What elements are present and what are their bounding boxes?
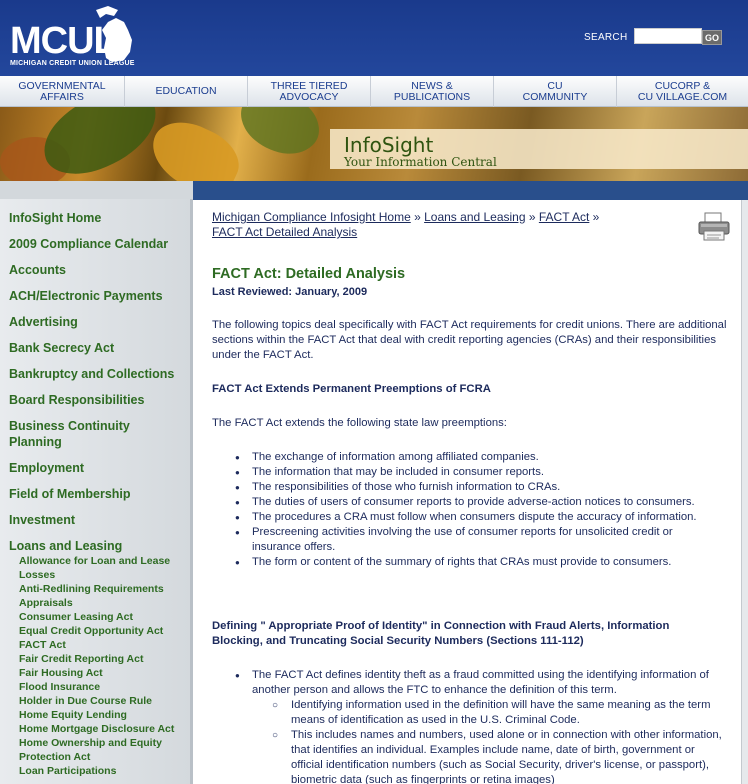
sidebar-item-loans-and-leasing[interactable]: Loans and Leasing xyxy=(9,539,123,553)
site-header xyxy=(0,0,748,76)
sidebar-item-ach[interactable]: ACH/Electronic Payments xyxy=(9,289,163,303)
list-item: ● The duties of users of consumer reports to provide adverse-action notices to consumers. xyxy=(233,495,713,510)
section-heading-preemptions: FACT Act Extends Permanent Preemptions of FCRA xyxy=(212,383,491,395)
search-input[interactable] xyxy=(634,28,702,44)
breadcrumb-link-detailed-analysis[interactable]: FACT Act Detailed Analysis xyxy=(212,225,358,239)
breadcrumb-link-fact-act[interactable]: FACT Act xyxy=(538,210,590,224)
sidebar-item-infosight-home[interactable]: InfoSight Home xyxy=(9,211,102,225)
main-content xyxy=(193,200,741,784)
banner-leaf-image xyxy=(142,111,249,181)
banner-subtitle: Your Information Central xyxy=(344,155,497,169)
sidebar-subitem-hoepa-line2[interactable]: Protection Act xyxy=(19,751,91,763)
sidebar-item-business-continuity[interactable]: Business Continuity xyxy=(9,419,130,433)
sidebar-item-bankruptcy[interactable]: Bankruptcy and Collections xyxy=(9,367,175,381)
breadcrumb-separator: » xyxy=(525,210,539,224)
last-reviewed: Last Reviewed: January, 2009 xyxy=(212,286,368,298)
list-item xyxy=(233,668,723,784)
identity-theft-list xyxy=(233,668,723,784)
search-label: SEARCH xyxy=(584,32,628,43)
breadcrumb-link-loans[interactable]: Loans and Leasing xyxy=(424,210,526,224)
sub-list-item: ○ This includes names and numbers, used alone or in connection with other information, that identifies an individual. Examples include name, date of birth, government or official identification numbers (such as Social Security, driver's license, or passport), biometric data (such as fingerprints or retina images) xyxy=(272,728,723,784)
banner-title-box xyxy=(330,129,748,169)
sidebar-subitem-loan-participations[interactable]: Loan Participations xyxy=(19,765,117,777)
nav-governmental-affairs[interactable] xyxy=(0,76,125,107)
breadcrumb xyxy=(212,210,602,240)
sidebar-item-business-continuity-line2[interactable]: Planning xyxy=(9,435,62,449)
sidebar-subitem-allowance[interactable]: Allowance for Loan and Lease xyxy=(19,555,171,567)
sidebar-subitem-fact-act[interactable]: FACT Act xyxy=(19,639,66,651)
nav-education[interactable] xyxy=(125,76,248,107)
nav-label: CUCORP & CU VILLAGE.COM xyxy=(637,79,728,103)
nav-label: THREE TIERED ADVOCACY xyxy=(270,79,348,103)
sidebar-item-bank-secrecy-act[interactable]: Bank Secrecy Act xyxy=(9,341,115,355)
nav-news-publications[interactable] xyxy=(371,76,494,107)
banner-title: InfoSight xyxy=(344,133,434,157)
sub-list xyxy=(272,698,723,784)
nav-label: GOVERNMENTAL AFFAIRS xyxy=(18,79,106,103)
sub-list-item: ○ Identifying information used in the definition will have the same meaning as the term means of identification as used in the U.S. Criminal Code. xyxy=(272,698,723,728)
nav-label: CU COMMUNITY xyxy=(522,79,588,103)
breadcrumb-separator: » xyxy=(589,210,600,224)
sidebar-item-accounts[interactable]: Accounts xyxy=(9,263,66,277)
list-item: ● The exchange of information among affiliated companies. xyxy=(233,450,713,465)
sidebar-subitem-hmda[interactable]: Home Mortgage Disclosure Act xyxy=(19,723,175,735)
sidebar-subitem-allowance-line2[interactable]: Losses xyxy=(19,569,56,581)
sidebar-subitem-holder-due-course[interactable]: Holder in Due Course Rule xyxy=(19,695,153,707)
logo-subtitle: MICHIGAN CREDIT UNION LEAGUE xyxy=(10,60,135,67)
list-item: ● Prescreening activities involving the use of consumer reports for unsolicited credit or insurance offers. xyxy=(233,525,713,555)
intro-paragraph: The following topics deal specifically with FACT Act requirements for credit unions. There are additional sections within the FACT Act that deal with credit reporting agencies (CRAs) and their responsibilities under the FACT Act. xyxy=(212,319,727,361)
sidebar xyxy=(0,181,193,784)
infosight-banner xyxy=(0,107,748,181)
sidebar-menu xyxy=(0,199,193,784)
page-scroll-edge xyxy=(741,200,748,784)
sidebar-item-board-responsibilities[interactable]: Board Responsibilities xyxy=(9,393,145,407)
sidebar-subitem-home-equity[interactable]: Home Equity Lending xyxy=(19,709,127,721)
sidebar-subitem-fair-credit[interactable]: Fair Credit Reporting Act xyxy=(19,653,144,665)
nav-label: EDUCATION xyxy=(155,85,217,97)
list-item: ● The responsibilities of those who furnish information to CRAs. xyxy=(233,480,713,495)
preemptions-list xyxy=(233,450,713,570)
sidebar-subitem-consumer-leasing[interactable]: Consumer Leasing Act xyxy=(19,611,133,623)
sidebar-item-compliance-calendar[interactable]: 2009 Compliance Calendar xyxy=(9,237,169,251)
sidebar-item-employment[interactable]: Employment xyxy=(9,461,85,475)
sidebar-subitem-appraisals[interactable]: Appraisals xyxy=(19,597,73,609)
nav-label: NEWS & PUBLICATIONS xyxy=(393,79,471,103)
sidebar-item-investment[interactable]: Investment xyxy=(9,513,75,527)
sidebar-item-field-of-membership[interactable]: Field of Membership xyxy=(9,487,131,501)
list-item: ● The information that may be included in consumer reports. xyxy=(233,465,713,480)
breadcrumb-link-home[interactable]: Michigan Compliance Infosight Home xyxy=(212,210,411,224)
main-nav xyxy=(0,76,748,107)
nav-three-tiered-advocacy[interactable] xyxy=(248,76,371,107)
nav-cucorp-cu-village[interactable] xyxy=(617,76,748,107)
banner-leaf-image xyxy=(230,107,330,171)
list-item: ● The procedures a CRA must follow when consumers dispute the accuracy of information. xyxy=(233,510,713,525)
preemptions-intro: The FACT Act extends the following state law preemptions: xyxy=(212,417,507,429)
breadcrumb-separator: » xyxy=(410,210,425,224)
sidebar-subitem-fair-housing[interactable]: Fair Housing Act xyxy=(19,667,103,679)
list-item: ● The form or content of the summary of rights that CRAs must provide to consumers. xyxy=(233,555,713,570)
sidebar-subitem-hoepa[interactable]: Home Ownership and Equity xyxy=(19,737,162,749)
printer-icon[interactable] xyxy=(697,212,731,242)
section-heading-proof-of-identity: Defining " Appropriate Proof of Identity" in Connection with Fraud Alerts, Information Blocking, and Truncating Social Security Numbers (Sections 111-112) xyxy=(212,620,670,647)
sidebar-subitem-flood-insurance[interactable]: Flood Insurance xyxy=(19,681,101,693)
content-top-bar xyxy=(193,181,748,200)
list-item-text: The FACT Act defines identity theft as a fraud committed using the identifying information of another person and allows the FTC to enhance the definition of this term. xyxy=(252,669,709,696)
nav-cu-community[interactable] xyxy=(494,76,617,107)
go-button[interactable]: GO xyxy=(702,30,722,45)
sidebar-item-advertising[interactable]: Advertising xyxy=(9,315,78,329)
logo-text: MCUL xyxy=(10,20,116,62)
sidebar-subitem-equal-credit[interactable]: Equal Credit Opportunity Act xyxy=(19,625,164,637)
page-title: FACT Act: Detailed Analysis xyxy=(212,266,406,282)
sidebar-subitem-anti-redlining[interactable]: Anti-Redlining Requirements xyxy=(19,583,164,595)
mcul-logo[interactable] xyxy=(10,8,140,70)
